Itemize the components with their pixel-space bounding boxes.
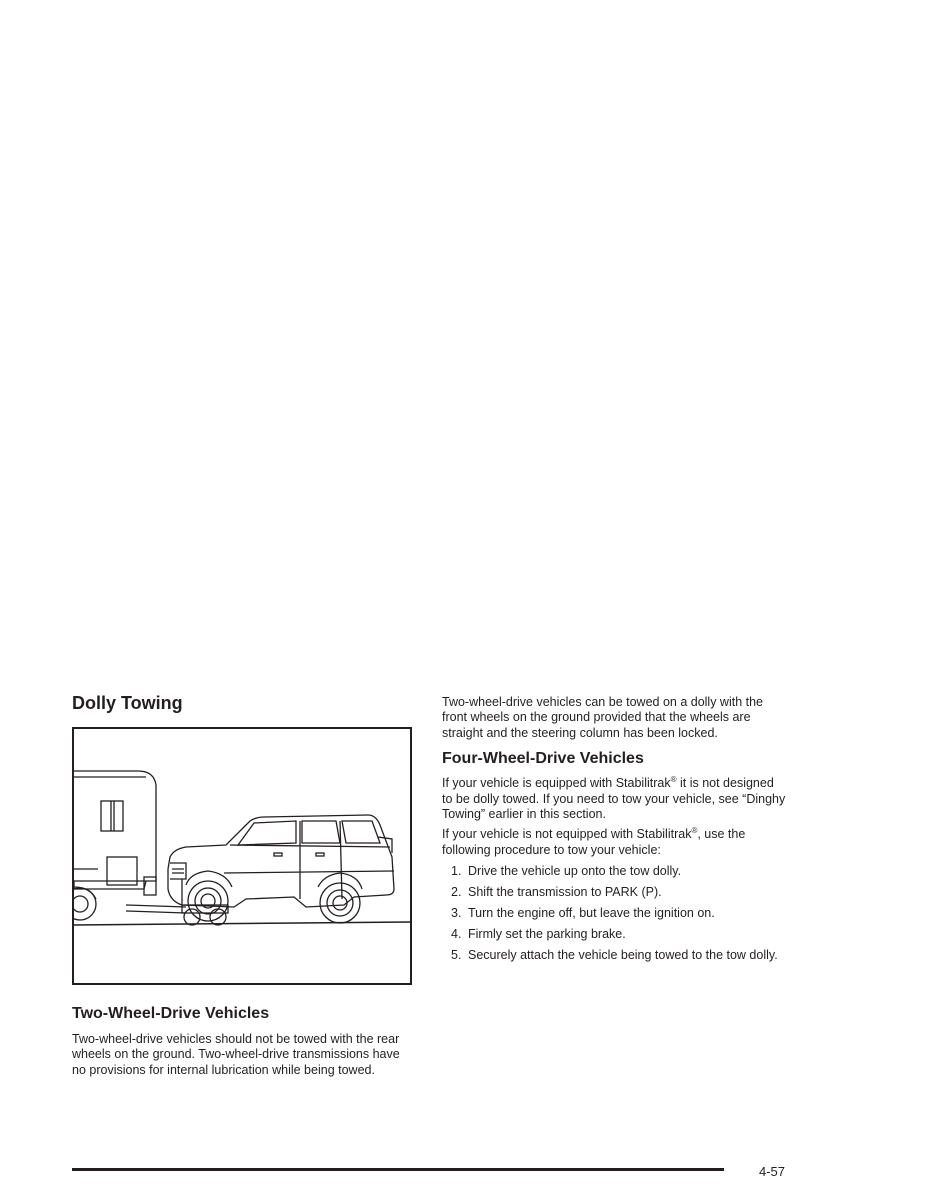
list-item [442, 927, 787, 942]
left-column [72, 692, 416, 1078]
step-number: 5. [451, 948, 462, 963]
illustration-svg [74, 729, 410, 983]
right-column [442, 695, 787, 969]
step-number: 3. [451, 906, 462, 921]
four-wheel-drive-heading: Four-Wheel-Drive Vehicles [442, 750, 644, 768]
para1-text-before: If your vehicle is equipped with Stabilitrak [442, 776, 671, 791]
para1-text-after: it is not designed to be dolly towed. If you need to tow your vehicle, see “Dinghy Towing” earlier in this section. [442, 776, 786, 822]
motorhome-drawing [74, 771, 186, 920]
step-text: Shift the transmission to PARK (P). [468, 885, 662, 900]
list-item [442, 906, 787, 921]
step-number: 4. [451, 927, 462, 942]
step-number: 1. [451, 864, 462, 879]
step-text: Drive the vehicle up onto the tow dolly. [468, 864, 682, 879]
list-item [442, 864, 787, 879]
section-title: Dolly Towing [72, 693, 183, 713]
two-wheel-drive-heading: Two-Wheel-Drive Vehicles [72, 1005, 270, 1022]
stabilitrak-equipped-paragraph [442, 776, 787, 822]
para2-text-before: If your vehicle is not equipped with Stabilitrak [442, 827, 692, 842]
dolly-intro-paragraph: Two-wheel-drive vehicles can be towed on a dolly with the front wheels on the ground provided that the wheels are straight and the steering column has been locked. [442, 695, 764, 740]
registered-mark: ® [691, 826, 698, 836]
suv-drawing [168, 815, 394, 923]
dolly-towing-illustration [72, 727, 412, 985]
para2-text-after: , use the following procedure to tow your vehicle: [442, 827, 746, 857]
step-text: Turn the engine off, but leave the ignition on. [468, 906, 715, 921]
page-number: 4-57 [759, 1164, 786, 1179]
step-text: Securely attach the vehicle being towed to the tow dolly. [468, 948, 778, 963]
step-text: Firmly set the parking brake. [468, 927, 626, 942]
list-item [442, 948, 787, 963]
two-wheel-drive-paragraph: Two-wheel-drive vehicles should not be towed with the rear wheels on the ground. Two-wheel-drive transmissions have no provisions for internal lubrication while being towed. [72, 1032, 400, 1077]
step-number: 2. [451, 885, 462, 900]
stabilitrak-not-equipped-paragraph [442, 827, 787, 858]
footer-rule [72, 1168, 724, 1171]
tow-procedure-list [442, 864, 787, 963]
registered-mark: ® [670, 775, 677, 785]
list-item [442, 885, 787, 900]
